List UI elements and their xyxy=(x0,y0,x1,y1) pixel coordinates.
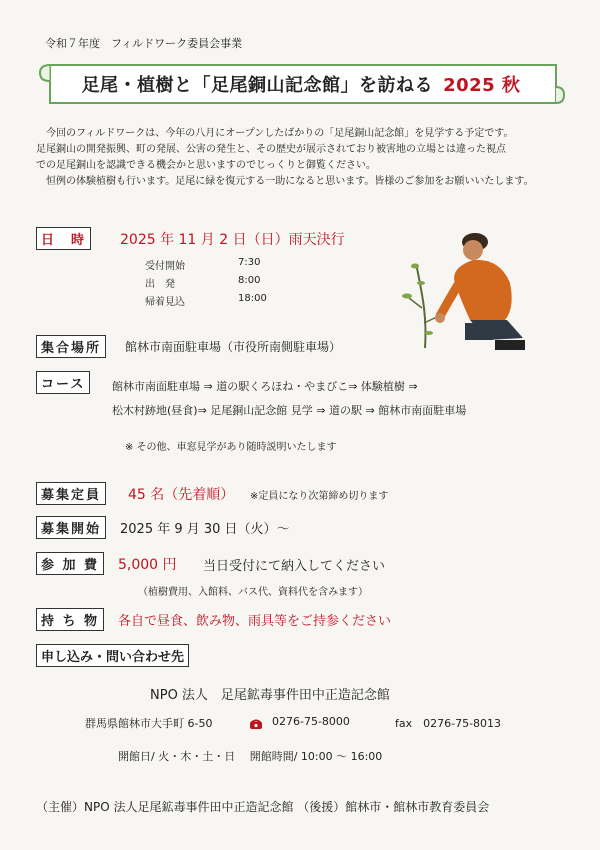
phone-icon xyxy=(250,714,262,724)
sapling-icon xyxy=(402,264,446,349)
intro-text xyxy=(36,126,571,190)
date-value: 2025 年 11 月 2 日（日）雨天決行 xyxy=(120,232,345,248)
start-value: 2025 年 9 月 30 日（火）〜 xyxy=(120,522,290,537)
contact-org: NPO 法人 足尾鉱毒事件田中正造記念館 xyxy=(150,688,390,703)
course-line-2: 松木村跡地(昼食)⇒ 足尾銅山記念館 見学 ⇒ 道の駅 ⇒ 館林市南面駐車場 xyxy=(112,404,467,417)
intro-line-1: 今回のフィルドワークは、今年の八月にオープンしたばかりの「足尾銅山記念館」を見学する予定です。 xyxy=(46,128,514,139)
capacity-value: 45 名（先着順） xyxy=(128,487,235,503)
fee-note: （植樹費用、入館料、バス代、資料代を含みます） xyxy=(138,587,368,598)
contact-label: 申し込み・問い合わせ先 xyxy=(36,644,189,667)
course-label: コース xyxy=(36,371,90,394)
course-line-1: 館林市南面駐車場 ⇒ 道の駅くろほね・やまびこ⇒ 体験植樹 ⇒ xyxy=(112,380,418,393)
capacity-label: 募集定員 xyxy=(36,482,106,505)
fee-value: 5,000 円 xyxy=(118,557,177,573)
schedule-time-3: 18:00 xyxy=(238,293,267,304)
header-line: 令和７年度 フィルドワーク委員会事業 xyxy=(45,37,243,50)
contact-hours: 開館日/ 火・木・土・日 開館時間/ 10:00 〜 16:00 xyxy=(118,750,383,763)
schedule-time-2: 8:00 xyxy=(238,275,261,286)
title-banner xyxy=(36,59,566,109)
schedule-name-3: 帰着見込 xyxy=(145,297,185,308)
start-label: 募集開始 xyxy=(36,516,106,539)
fee-desc: 当日受付にて納入してください xyxy=(203,559,386,574)
intro-line-4: 恒例の体験植樹も行います。足尾に緑を復元する一助になると思います。皆様のご参加をお願いいたします。 xyxy=(46,176,534,187)
intro-line-3: での足尾銅山を認識できる機会かと思いますのでじっくりと御覧ください。 xyxy=(36,160,376,171)
tree-planting-illustration xyxy=(395,228,530,358)
date-label: 日 時 xyxy=(36,227,91,250)
contact-address: 群馬県館林市大手町 6-50 xyxy=(85,717,213,730)
footer-sponsors: （主催）NPO 法人足尾鉱毒事件田中正造記念館 （後援）館林市・館林市教育委員会 xyxy=(36,800,490,814)
meeting-value: 館林市南面駐車場（市役所南側駐車場） xyxy=(125,340,342,354)
meeting-label: 集合場所 xyxy=(36,335,106,358)
title-year: 2025 秋 xyxy=(443,75,521,96)
title-text: 足尾・植樹と「足尾銅山記念館」を訪ねる xyxy=(81,75,434,96)
schedule-name-2: 出 発 xyxy=(145,279,175,290)
course-note: ※ その他、車窓見学があり随時説明いたします xyxy=(125,442,337,453)
fee-label: 参 加 費 xyxy=(36,552,104,575)
intro-line-2: 足尾銅山の開発振興、町の発展、公害の発生と、その歴史が展示されており被害地の立場とは違った視点 xyxy=(36,144,506,155)
contact-tel: 0276-75-8000 xyxy=(272,715,350,728)
items-value: 各自で昼食、飲み物、雨具等をご持参ください xyxy=(118,614,392,629)
schedule-time-1: 7:30 xyxy=(238,257,261,268)
items-label: 持 ち 物 xyxy=(36,608,104,631)
gardener-icon xyxy=(435,233,525,350)
page-title xyxy=(36,59,566,109)
schedule-name-1: 受付開始 xyxy=(145,261,185,272)
capacity-note: ※定員になり次第締め切ります xyxy=(250,491,389,502)
contact-fax: fax 0276-75-8013 xyxy=(395,717,502,730)
